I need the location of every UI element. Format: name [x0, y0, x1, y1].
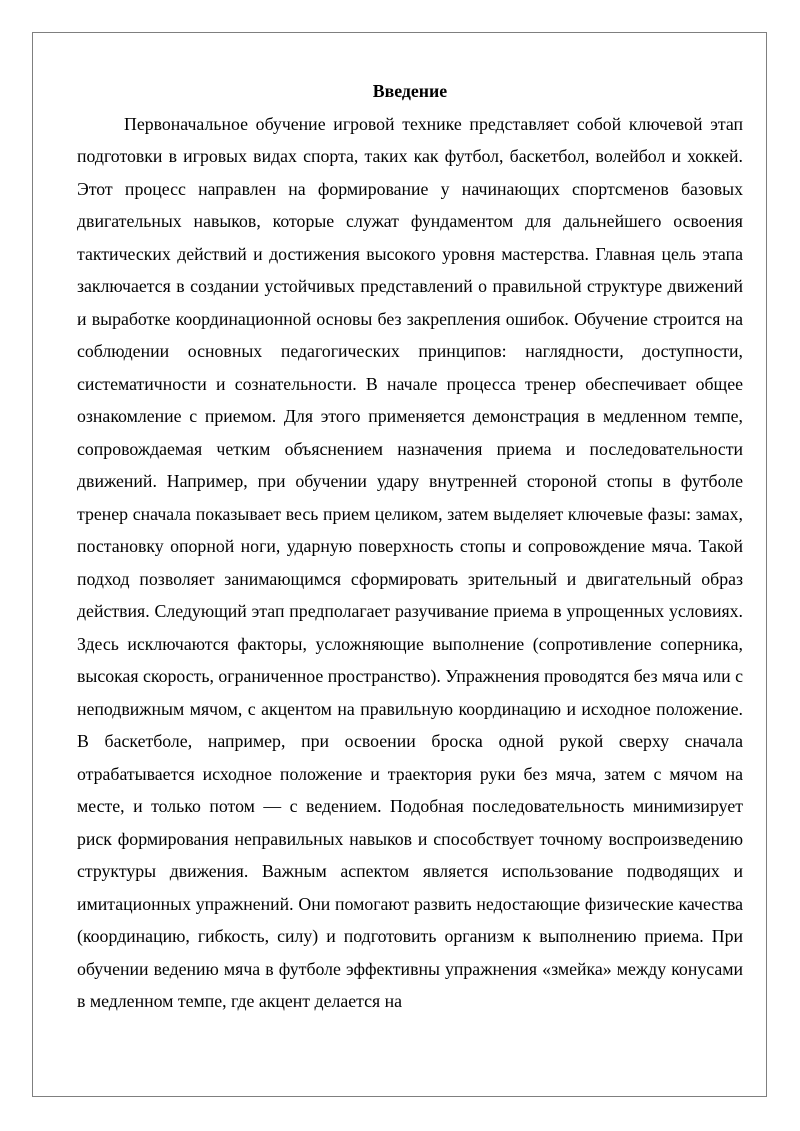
document-page: [32, 32, 767, 1097]
document-body: [77, 75, 743, 1018]
body-paragraph: Первоначальное обучение игровой технике представляет собой ключевой этап подготовки в игровых видах спорта, таких как футбол, баскетбол, волейбол и хоккей. Этот процесс направлен на формирование у начинающих спортсменов базовых двигательных навыков, которые служат фундаментом для дальнейшего освоения тактических действий и достижения высокого уровня мастерства. Главная цель этапа заключается в создании устойчивых представлений о правильной структуре движений и выработке координационной основы без закрепления ошибок. Обучение строится на соблюдении основных педагогических принципов: наглядности, доступности, систематичности и сознательности. В начале процесса тренер обеспечивает общее ознакомление с приемом. Для этого применяется демонстрация в медленном темпе, сопровождаемая четким объяснением назначения приема и последовательности движений. Например, при обучении удару внутренней стороной стопы в футболе тренер сначала показывает весь прием целиком, затем выделяет ключевые фазы: замах, постановку опорной ноги, ударную поверхность стопы и сопровождение мяча. Такой подход позволяет занимающимся сформировать зрительный и двигательный образ действия. Следующий этап предполагает разучивание приема в упрощенных условиях. Здесь исключаются факторы, усложняющие выполнение (сопротивление соперника, высокая скорость, ограниченное пространство). Упражнения проводятся без мяча или с неподвижным мячом, с акцентом на правильную координацию и исходное положение. В баскетболе, например, при освоении броска одной рукой сверху сначала отрабатывается исходное положение и траектория руки без мяча, затем с мячом на месте, и только потом — с ведением. Подобная последовательность минимизирует риск формирования неправильных навыков и способствует точному воспроизведению структуры движения. Важным аспектом является использование подводящих и имитационных упражнений. Они помогают развить недостающие физические качества (координацию, гибкость, силу) и подготовить организм к выполнению приема. При обучении ведению мяча в футболе эффективны упражнения «змейка» между конусами в медленном темпе, где акцент делается на: [77, 113, 743, 1011]
page-title: Введение: [372, 81, 448, 101]
